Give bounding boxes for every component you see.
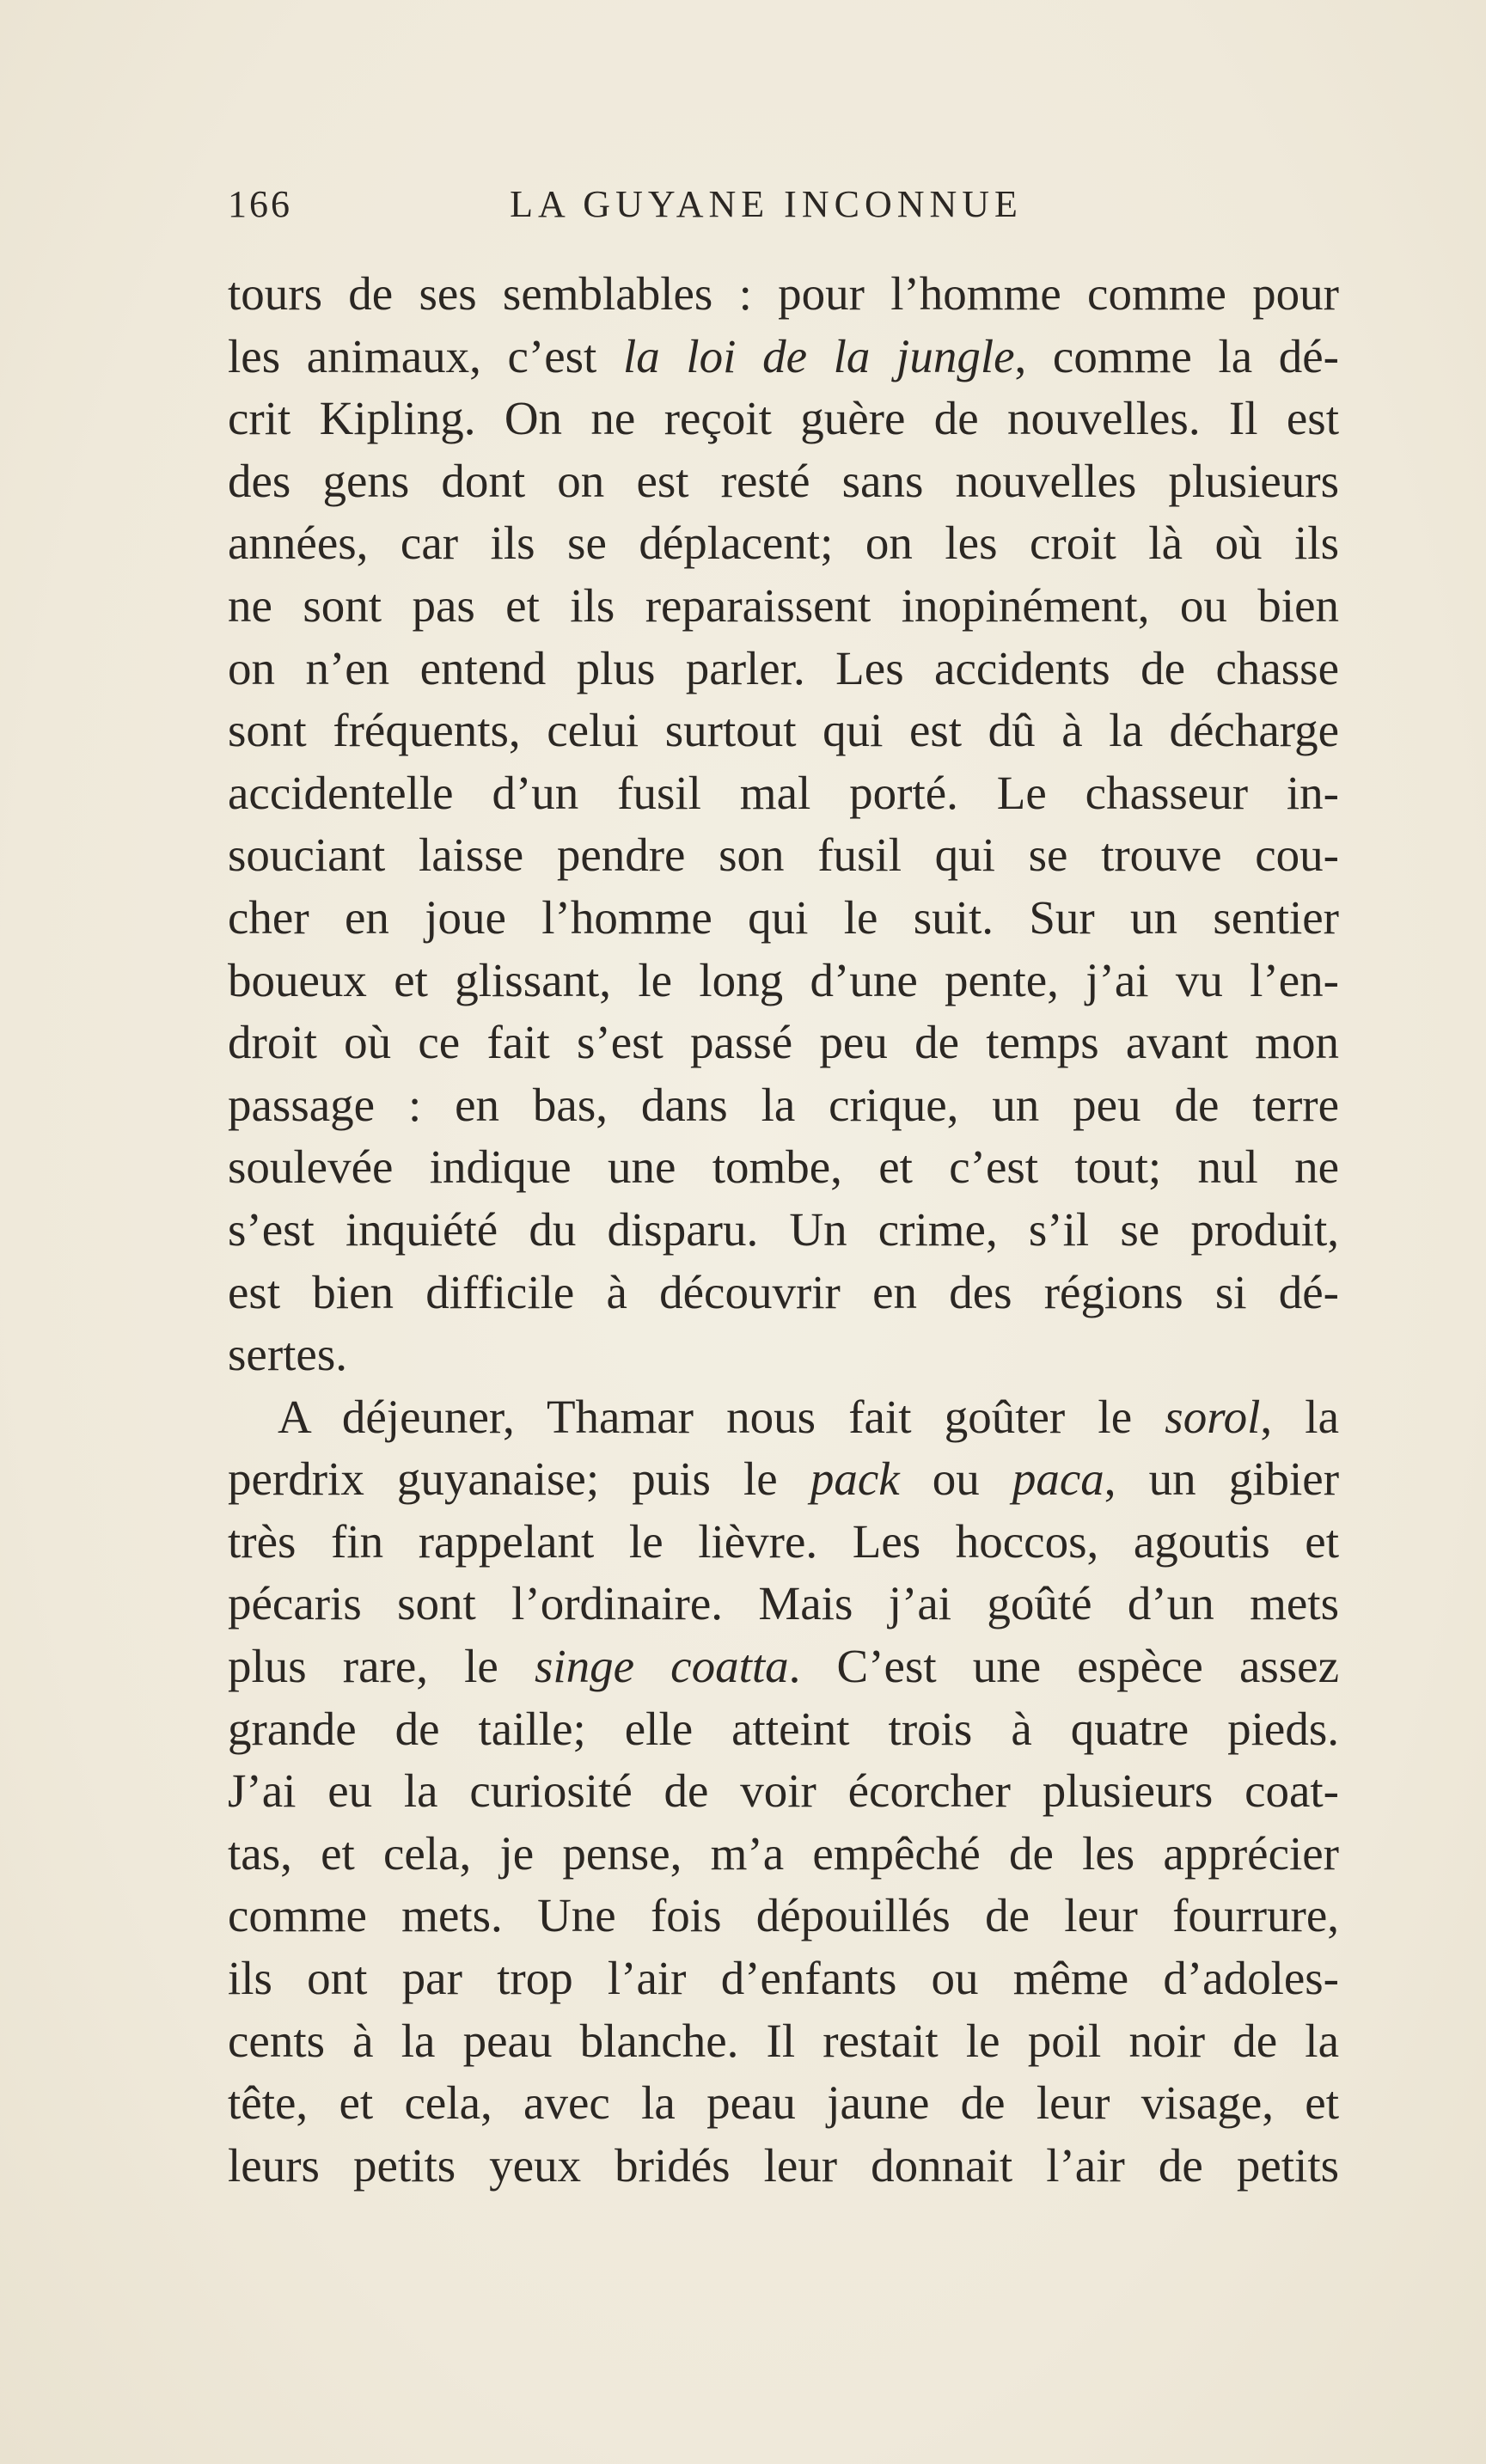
text-segment: est bien difficile à découvrir en des régions si dé- (228, 1265, 1339, 1318)
text-line (228, 1698, 1339, 1761)
text-line (228, 887, 1339, 950)
text-line (228, 1074, 1339, 1137)
text-line (228, 700, 1339, 762)
text-segment: , comme la dé- (1014, 329, 1339, 382)
text-line (228, 326, 1339, 388)
text-line (228, 824, 1339, 887)
text-line (228, 1947, 1339, 2010)
italic-text: la loi de la jungle (622, 329, 1015, 382)
text-segment: crit Kipling. On ne reçoit guère de nouvelles. Il est (228, 392, 1339, 445)
text-line (228, 1823, 1339, 1886)
text-line (228, 1386, 1339, 1449)
italic-text: pack (810, 1452, 900, 1506)
text-segment: grande de taille; elle atteint trois à quatre pieds. (228, 1702, 1339, 1755)
text-segment: , la (1260, 1390, 1339, 1443)
text-segment: perdrix guyanaise; puis le (228, 1452, 810, 1506)
page-number: 166 (228, 183, 292, 225)
text-line (228, 1760, 1339, 1823)
text-segment: s’est inquiété du disparu. Un crime, s’il se produit, (228, 1202, 1339, 1256)
text-line (228, 512, 1339, 575)
text-line (228, 1262, 1339, 1324)
text-line (228, 950, 1339, 1012)
text-line (228, 450, 1339, 513)
running-title: LA GUYANE INCONNUE (510, 183, 1023, 225)
text-segment: on n’en entend plus parler. Les accidents de chasse (228, 641, 1339, 694)
text-line (228, 1324, 1339, 1386)
text-segment: , un gibier (1104, 1452, 1340, 1506)
text-segment: pécaris sont l’ordinaire. Mais j’ai goûté d’un mets (228, 1577, 1339, 1630)
text-segment: A déjeuner, Thamar nous fait goûter le (278, 1390, 1165, 1443)
text-line (228, 1199, 1339, 1262)
text-segment: années, car ils se déplacent; on les croit là où ils (228, 517, 1339, 570)
italic-text: paca (1012, 1452, 1104, 1506)
text-segment: les animaux, c’est (228, 329, 623, 382)
text-segment: tours de ses semblables : pour l’homme comme pour (228, 267, 1339, 320)
text-segment: soulevée indique une tombe, et c’est tout; nul ne (228, 1140, 1339, 1194)
text-segment: tête, et cela, avec la peau jaune de leur visage, et (228, 2076, 1339, 2130)
text-line (228, 388, 1339, 450)
text-line (228, 1448, 1339, 1511)
text-segment: souciant laisse pendre son fusil qui se trouve cou- (228, 828, 1339, 882)
text-segment: ou (899, 1452, 1012, 1506)
text-segment: des gens dont on est resté sans nouvelles plusieurs (228, 454, 1339, 507)
text-segment: cher en joue l’homme qui le suit. Sur un sentier (228, 890, 1339, 944)
text-line (228, 1012, 1339, 1074)
text-segment: J’ai eu la curiosité de voir écorcher plusieurs coat- (228, 1764, 1339, 1818)
text-segment: passage : en bas, dans la crique, un peu de terre (228, 1078, 1339, 1131)
text-line (228, 1885, 1339, 1947)
text-line (228, 2072, 1339, 2135)
italic-text: singe coatta (534, 1640, 789, 1693)
text-segment: ils ont par trop l’air d’enfants ou même d’adoles- (228, 1952, 1339, 2005)
text-line (228, 638, 1339, 700)
text-segment: ne sont pas et ils reparaissent inopinément, ou bien (228, 578, 1339, 632)
text-segment: boueux et glissant, le long d’une pente, j’ai vu l’en- (228, 953, 1339, 1006)
text-segment: sertes. (228, 1328, 347, 1381)
text-line (228, 2135, 1339, 2198)
text-segment: comme mets. Une fois dépouillés de leur fourrure, (228, 1889, 1339, 1942)
text-segment: cents à la peau blanche. Il restait le poil noir de la (228, 2014, 1339, 2067)
page-header (228, 182, 1339, 234)
text-line (228, 1511, 1339, 1574)
text-segment: . C’est une espèce assez (788, 1640, 1339, 1693)
text-segment: leurs petits yeux bridés leur donnait l’air de petits (228, 2138, 1339, 2192)
text-segment: très fin rappelant le lièvre. Les hoccos, agoutis et (228, 1514, 1339, 1568)
text-segment: droit où ce fait s’est passé peu de temps avant mon (228, 1016, 1339, 1069)
text-segment: accidentelle d’un fusil mal porté. Le chasseur in- (228, 766, 1339, 819)
text-line (228, 2010, 1339, 2073)
text-segment: plus rare, le (228, 1640, 535, 1693)
text-line (228, 575, 1339, 638)
text-line (228, 1636, 1339, 1698)
text-segment: sont fréquents, celui surtout qui est dû à la décharge (228, 704, 1339, 757)
text-line (228, 263, 1339, 326)
text-line (228, 1136, 1339, 1199)
italic-text: sorol (1165, 1390, 1261, 1443)
body-text (228, 263, 1339, 2197)
text-segment: tas, et cela, je pense, m’a empêché de les apprécier (228, 1826, 1339, 1880)
text-line (228, 1573, 1339, 1636)
text-line (228, 762, 1339, 825)
